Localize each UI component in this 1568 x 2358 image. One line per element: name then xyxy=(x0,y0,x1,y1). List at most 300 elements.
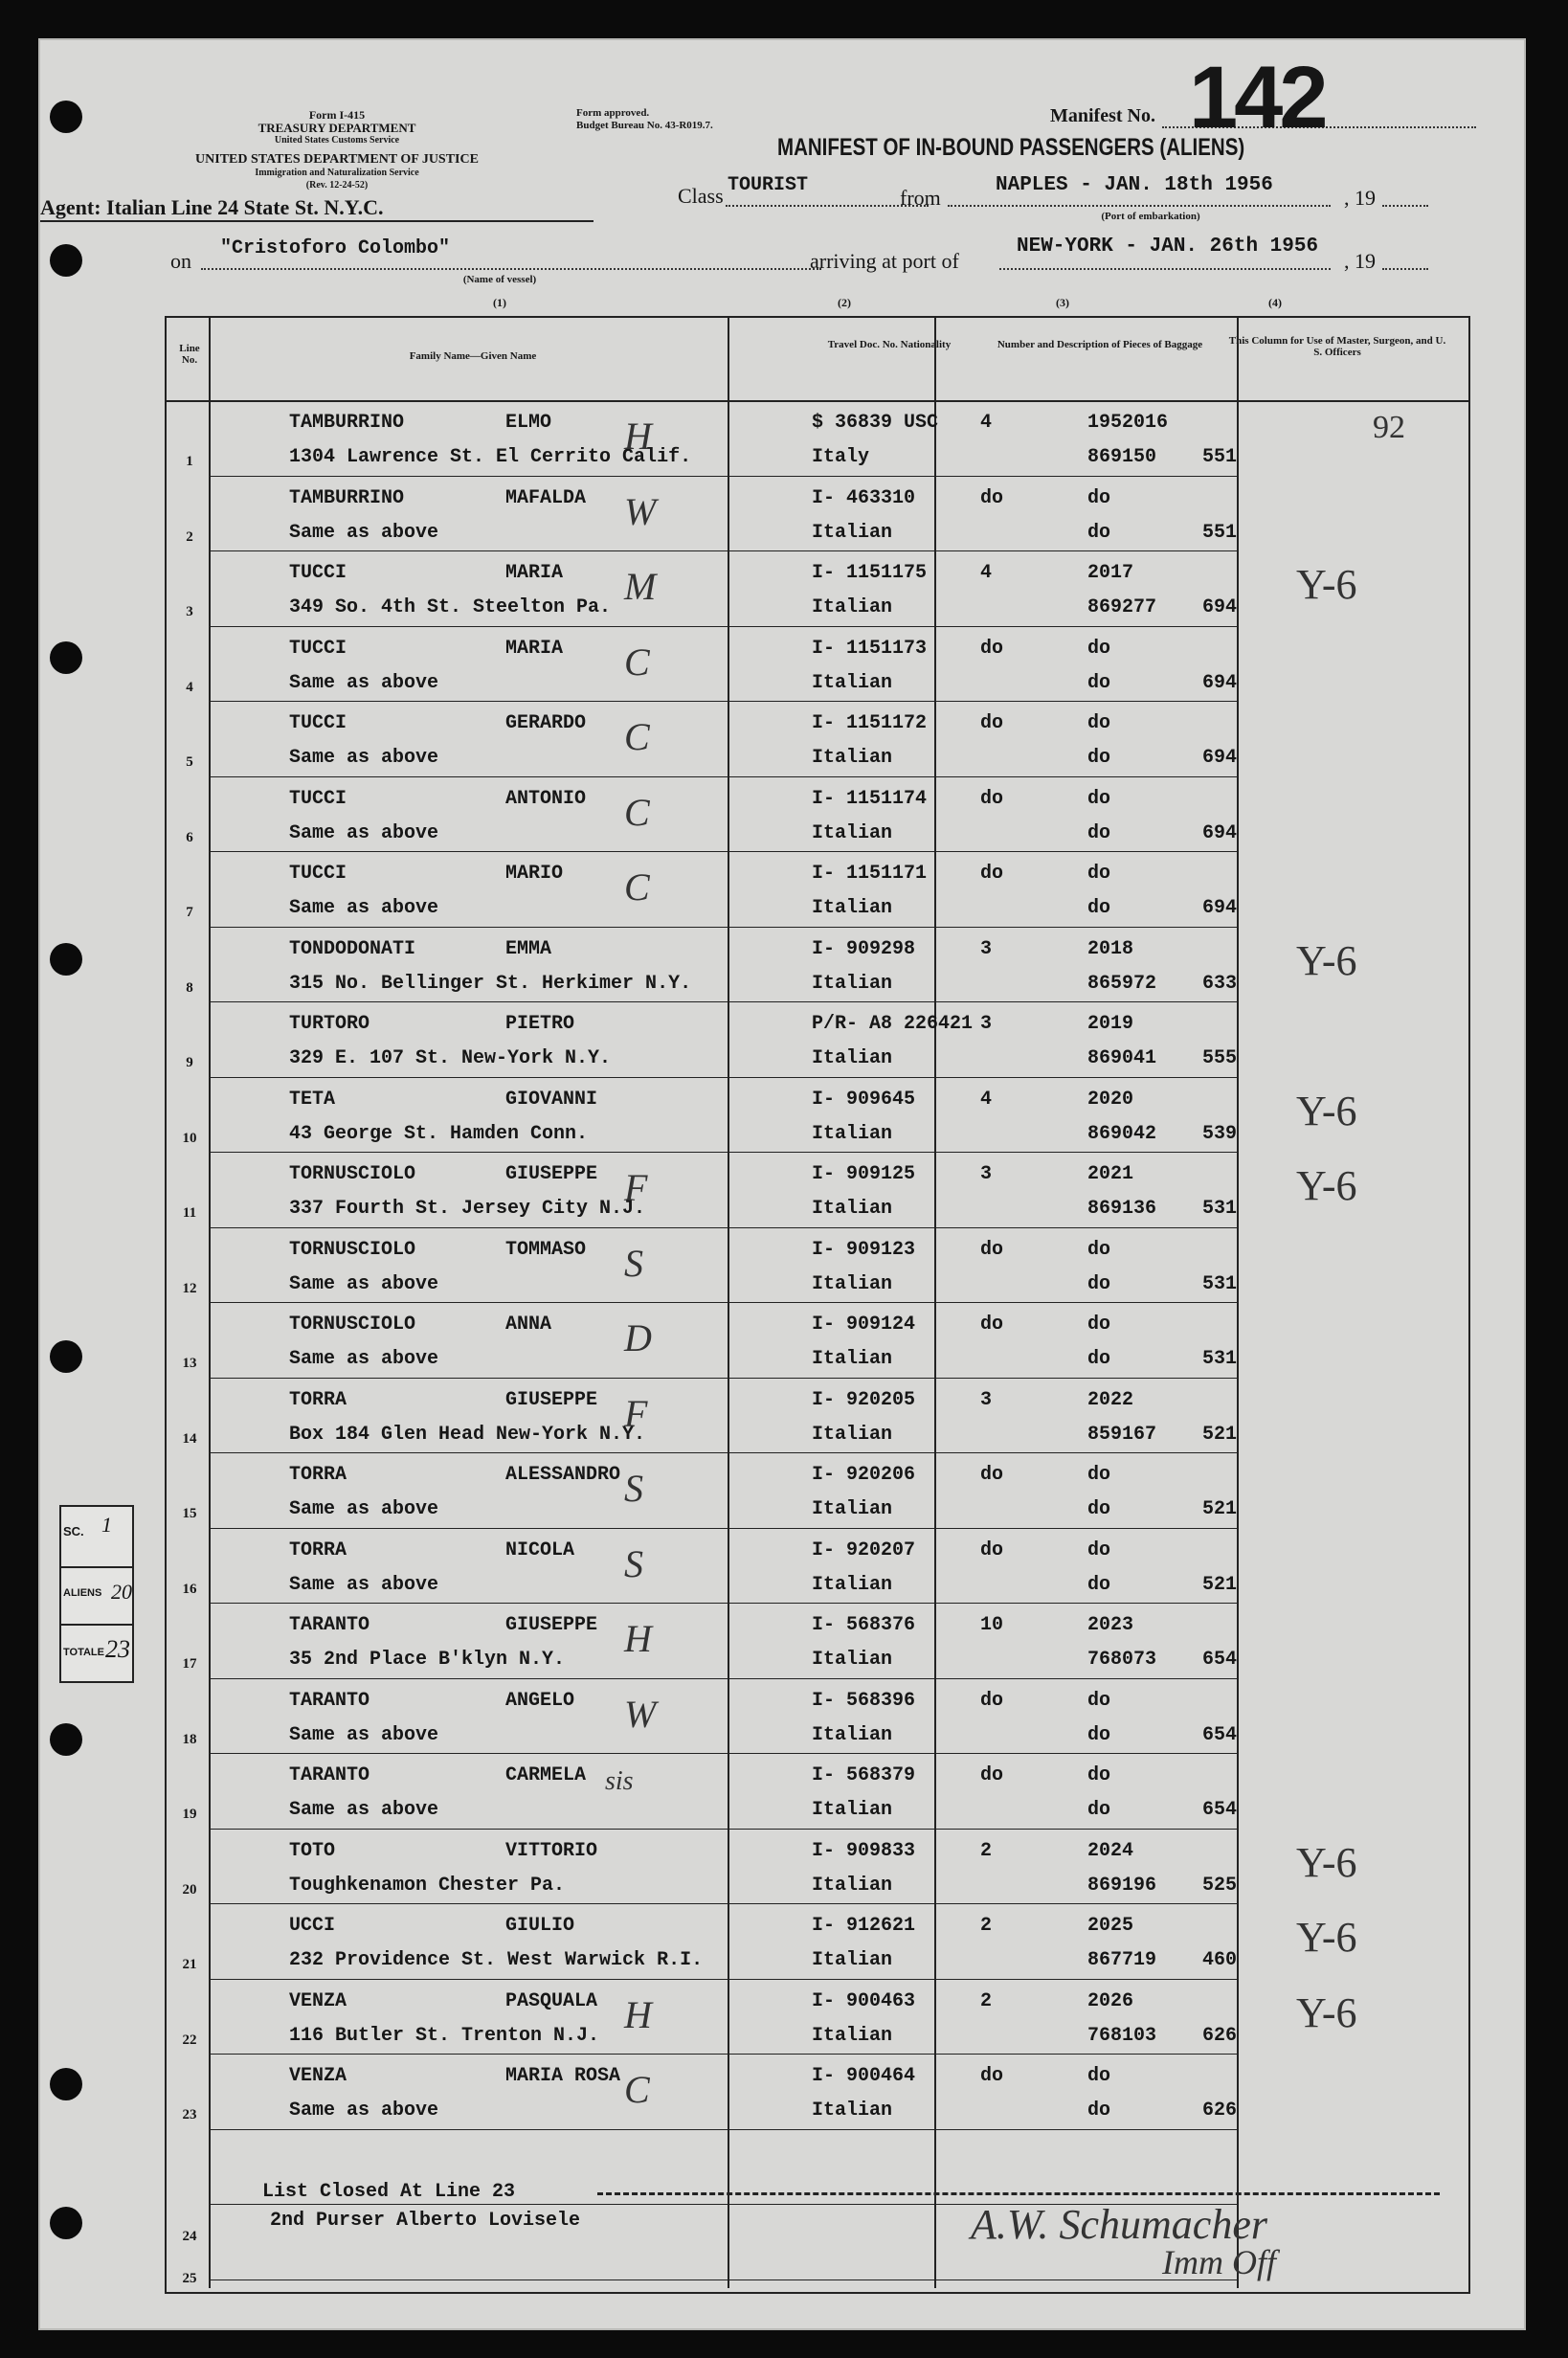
family-name: TONDODONATI xyxy=(289,937,416,960)
given-name: MARIO xyxy=(505,863,564,885)
line-number: 11 xyxy=(182,1205,197,1221)
relationship-mark: F xyxy=(624,1166,648,1209)
table-row xyxy=(167,1227,1468,1303)
given-name: CARMELA xyxy=(505,1764,587,1786)
form-approved: Form approved. xyxy=(576,107,650,119)
treasury-dept: TREASURY DEPARTMENT xyxy=(258,121,416,135)
baggage-tag: 2017 xyxy=(1087,562,1134,584)
baggage-pieces: do xyxy=(980,1464,1004,1486)
travel-doc: I- 920206 xyxy=(812,1464,916,1486)
given-name: MARIA xyxy=(505,637,564,660)
baggage-desc: do xyxy=(1087,1573,1111,1596)
family-name: TUCCI xyxy=(289,562,347,584)
baggage-tag: do xyxy=(1087,787,1111,810)
nationality: Italian xyxy=(812,1949,893,1971)
family-name: TARANTO xyxy=(289,1764,370,1786)
nationality: Italian xyxy=(812,1198,893,1220)
travel-doc: I- 900464 xyxy=(812,2065,916,2087)
baggage-pieces: 2 xyxy=(980,1989,993,2012)
given-name: GIUSEPPE xyxy=(505,1163,598,1185)
nationality: Italian xyxy=(812,1799,893,1821)
baggage-desc: do xyxy=(1087,1498,1111,1520)
from-label: from xyxy=(900,186,941,210)
baggage-tag: do xyxy=(1087,486,1111,509)
line-number: 7 xyxy=(186,905,193,920)
manifest-page xyxy=(38,38,1526,2330)
baggage-code: 694 xyxy=(1202,821,1238,844)
officer-mark: Y-6 xyxy=(1296,561,1357,608)
nationality: Italian xyxy=(812,1874,893,1897)
relationship-mark: C xyxy=(624,2068,650,2111)
baggage-code: 654 xyxy=(1202,1723,1238,1746)
nationality: Italian xyxy=(812,596,893,618)
col-line-header: Line No. xyxy=(179,343,200,366)
baggage-tag: 2023 xyxy=(1087,1614,1134,1636)
table-row xyxy=(167,1077,1468,1153)
family-name: TUCCI xyxy=(289,637,347,660)
table-row xyxy=(167,626,1468,702)
family-name: TORRA xyxy=(289,1538,347,1561)
stamp-aliens: ALIENS 20 xyxy=(59,1566,134,1626)
baggage-desc: do xyxy=(1087,747,1111,769)
given-name: GIUSEPPE xyxy=(505,1614,598,1636)
baggage-code: 694 xyxy=(1202,671,1238,694)
baggage-tag: do xyxy=(1087,863,1111,885)
baggage-pieces: do xyxy=(980,1689,1004,1712)
baggage-pieces: do xyxy=(980,1538,1004,1561)
baggage-code: 626 xyxy=(1202,2024,1238,2047)
col4-number: (4) xyxy=(1268,296,1282,309)
baggage-code: 633 xyxy=(1202,972,1238,995)
address: 43 George St. Hamden Conn. xyxy=(289,1122,589,1145)
travel-doc: I- 1151171 xyxy=(812,863,928,885)
baggage-pieces: do xyxy=(980,863,1004,885)
row-rule xyxy=(209,2129,1237,2130)
address: Same as above xyxy=(289,671,439,694)
line-number-24: 24 xyxy=(182,2229,197,2244)
officer-mark: Y-6 xyxy=(1296,1988,1357,2036)
table-row xyxy=(167,1152,1468,1227)
relationship-mark: W xyxy=(624,1692,657,1736)
baggage-tag: do xyxy=(1087,1764,1111,1786)
given-name: PASQUALA xyxy=(505,1989,598,2012)
baggage-tag: do xyxy=(1087,1538,1111,1561)
baggage-pieces: 3 xyxy=(980,937,993,960)
customs-service: United States Customs Service xyxy=(274,135,400,146)
baggage-pieces: 3 xyxy=(980,1388,993,1411)
officer-mark: Y-6 xyxy=(1296,936,1357,984)
class-label: Class xyxy=(678,184,724,208)
col3-number: (3) xyxy=(1056,296,1069,309)
given-name: EMMA xyxy=(505,937,552,960)
given-name: GERARDO xyxy=(505,712,587,734)
address: 329 E. 107 St. New-York N.Y. xyxy=(289,1047,612,1069)
relationship-mark: M xyxy=(624,565,657,608)
family-name: VENZA xyxy=(289,1989,347,2012)
given-name: ANNA xyxy=(505,1314,552,1336)
line-number: 12 xyxy=(182,1280,197,1296)
travel-doc: I- 912621 xyxy=(812,1915,916,1937)
travel-doc: I- 900463 xyxy=(812,1989,916,2012)
family-name: TORRA xyxy=(289,1464,347,1486)
baggage-code: 531 xyxy=(1202,1198,1238,1220)
form-number: Form I-415 xyxy=(308,108,366,122)
address: 349 So. 4th St. Steelton Pa. xyxy=(289,596,612,618)
nationality: Italian xyxy=(812,2024,893,2047)
travel-doc: I- 909645 xyxy=(812,1088,916,1111)
nationality: Italian xyxy=(812,671,893,694)
table-row xyxy=(167,851,1468,927)
line-number: 6 xyxy=(186,829,193,845)
family-name: UCCI xyxy=(289,1915,336,1937)
manifest-label: Manifest No. xyxy=(1050,105,1155,126)
address: Same as above xyxy=(289,747,439,769)
row-rule xyxy=(209,2279,1237,2280)
baggage-desc: 869277 xyxy=(1087,596,1157,618)
baggage-code: 551 xyxy=(1202,521,1238,544)
family-name: TORNUSCIOLO xyxy=(289,1314,416,1336)
baggage-desc: do xyxy=(1087,1272,1111,1295)
nationality: Italian xyxy=(812,821,893,844)
punch-hole xyxy=(50,2068,82,2100)
baggage-pieces: 2 xyxy=(980,1839,993,1862)
given-name: ALESSANDRO xyxy=(505,1464,621,1486)
address: Same as above xyxy=(289,897,439,919)
nationality: Italian xyxy=(812,2100,893,2122)
nationality: Italian xyxy=(812,747,893,769)
relationship-mark: H xyxy=(624,1992,652,2036)
family-name: VENZA xyxy=(289,2065,347,2087)
baggage-code: 521 xyxy=(1202,1423,1238,1446)
travel-doc: I- 1151172 xyxy=(812,712,928,734)
baggage-tag: do xyxy=(1087,712,1111,734)
family-name: TUCCI xyxy=(289,712,347,734)
list-closed: List Closed At Line 23 xyxy=(262,2181,516,2203)
officer-mark: Y-6 xyxy=(1296,1087,1357,1134)
address: 35 2nd Place B'klyn N.Y. xyxy=(289,1649,566,1671)
family-name: TARANTO xyxy=(289,1689,370,1712)
baggage-desc: 869042 xyxy=(1087,1122,1157,1145)
baggage-pieces: do xyxy=(980,1314,1004,1336)
travel-doc: I- 909123 xyxy=(812,1238,916,1261)
family-name: TAMBURRINO xyxy=(289,486,405,509)
relationship-mark: W xyxy=(624,489,657,533)
nationality: Italian xyxy=(812,897,893,919)
baggage-code: 551 xyxy=(1202,446,1238,468)
baggage-pieces: 4 xyxy=(980,412,993,434)
relationship-mark: C xyxy=(624,790,650,834)
given-name: MAFALDA xyxy=(505,486,587,509)
address: Same as above xyxy=(289,1573,439,1596)
family-name: TORRA xyxy=(289,1388,347,1411)
on-label: on xyxy=(170,249,191,273)
address: Same as above xyxy=(289,521,439,544)
travel-doc: I- 1151175 xyxy=(812,562,928,584)
col-baggage-header: Number and Description of Pieces of Baggage xyxy=(997,339,1203,350)
baggage-code: 525 xyxy=(1202,1874,1238,1897)
vessel-name: "Cristoforo Colombo" xyxy=(220,237,451,259)
table-row xyxy=(167,1302,1468,1378)
nationality: Italian xyxy=(812,972,893,995)
baggage-tag: 2025 xyxy=(1087,1915,1134,1937)
travel-doc: I- 920205 xyxy=(812,1388,916,1411)
table-row xyxy=(167,400,1468,476)
baggage-desc: 859167 xyxy=(1087,1423,1157,1446)
given-name: MARIA xyxy=(505,562,564,584)
baggage-desc: do xyxy=(1087,671,1111,694)
baggage-code: 539 xyxy=(1202,1122,1238,1145)
punch-hole xyxy=(50,2207,82,2239)
table-row xyxy=(167,1753,1468,1829)
baggage-code: 654 xyxy=(1202,1799,1238,1821)
travel-doc: I- 568396 xyxy=(812,1689,916,1712)
address: Same as above xyxy=(289,1799,439,1821)
relationship-mark: S xyxy=(624,1467,643,1510)
nationality: Italian xyxy=(812,1348,893,1370)
family-name: TORNUSCIOLO xyxy=(289,1163,416,1185)
line-number: 2 xyxy=(186,528,193,545)
baggage-tag: do xyxy=(1087,1314,1111,1336)
col2-number: (2) xyxy=(838,296,851,309)
baggage-desc: 869150 xyxy=(1087,446,1157,468)
line-number: 17 xyxy=(182,1656,197,1672)
baggage-tag: do xyxy=(1087,637,1111,660)
baggage-tag: do xyxy=(1087,1689,1111,1712)
baggage-desc: 865972 xyxy=(1087,972,1157,995)
baggage-code: 531 xyxy=(1202,1348,1238,1370)
baggage-tag: 2019 xyxy=(1087,1013,1134,1035)
table-row xyxy=(167,476,1468,551)
travel-doc: I- 1151174 xyxy=(812,787,928,810)
punch-hole xyxy=(50,101,82,133)
baggage-code: 654 xyxy=(1202,1649,1238,1671)
address: 232 Providence St. West Warwick R.I. xyxy=(289,1949,704,1971)
given-name: NICOLA xyxy=(505,1538,575,1561)
baggage-code: 694 xyxy=(1202,897,1238,919)
travel-doc: I- 909124 xyxy=(812,1314,916,1336)
baggage-tag: do xyxy=(1087,2065,1111,2087)
table-row xyxy=(167,1979,1468,2055)
relationship-mark: C xyxy=(624,715,650,758)
line-number: 20 xyxy=(182,1881,197,1898)
baggage-code: 521 xyxy=(1202,1573,1238,1596)
col-travel-header: Travel Doc. No. Nationality xyxy=(827,339,952,350)
nationality: Italian xyxy=(812,1272,893,1295)
relationship-mark: C xyxy=(624,865,650,909)
travel-doc: $ 36839 USC xyxy=(812,412,939,434)
nationality: Italy xyxy=(812,446,870,468)
baggage-code: 531 xyxy=(1202,1272,1238,1295)
table-row xyxy=(167,776,1468,852)
travel-doc: I- 568376 xyxy=(812,1614,916,1636)
from-value: NAPLES - JAN. 18th 1956 xyxy=(996,174,1273,196)
travel-doc: I- 920207 xyxy=(812,1538,916,1561)
agent-line: Agent: Italian Line 24 State St. N.Y.C. xyxy=(40,195,384,219)
family-name: TURTORO xyxy=(289,1013,370,1035)
line-number: 4 xyxy=(186,679,193,695)
table-row xyxy=(167,1378,1468,1453)
class-value: TOURIST xyxy=(728,174,809,196)
nationality: Italian xyxy=(812,1047,893,1069)
baggage-pieces: do xyxy=(980,486,1004,509)
nationality: Italian xyxy=(812,1649,893,1671)
port-embark-caption: (Port of embarkation) xyxy=(1101,211,1200,222)
punch-hole xyxy=(50,641,82,674)
baggage-tag: 2018 xyxy=(1087,937,1134,960)
baggage-pieces: do xyxy=(980,712,1004,734)
family-name: TUCCI xyxy=(289,787,347,810)
relationship-mark: S xyxy=(624,1541,643,1585)
justice-dept: UNITED STATES DEPARTMENT OF JUSTICE xyxy=(195,152,479,167)
travel-doc: I- 909298 xyxy=(812,937,916,960)
relationship-mark: F xyxy=(624,1391,648,1435)
baggage-desc: do xyxy=(1087,1348,1111,1370)
baggage-tag: 2022 xyxy=(1087,1388,1134,1411)
punch-hole xyxy=(50,1723,82,1756)
baggage-desc: 869041 xyxy=(1087,1047,1157,1069)
given-name: GIUSEPPE xyxy=(505,1388,598,1411)
col1-number: (1) xyxy=(493,296,506,309)
given-name: VITTORIO xyxy=(505,1839,598,1862)
baggage-tag: do xyxy=(1087,1464,1111,1486)
year-suffix-1: , 19 xyxy=(1344,186,1376,210)
year-suffix-2: , 19 xyxy=(1344,249,1376,273)
travel-doc: I- 568379 xyxy=(812,1764,916,1786)
table-row xyxy=(167,550,1468,626)
family-name: TAMBURRINO xyxy=(289,412,405,434)
line-number: 21 xyxy=(182,1957,197,1972)
baggage-tag: 2020 xyxy=(1087,1088,1134,1111)
baggage-pieces: 2 xyxy=(980,1915,993,1937)
baggage-pieces: 4 xyxy=(980,1088,993,1111)
baggage-tag: 2024 xyxy=(1087,1839,1134,1862)
baggage-code: 626 xyxy=(1202,2100,1238,2122)
baggage-pieces: 3 xyxy=(980,1013,993,1035)
budget-bureau: Budget Bureau No. 43-R019.7. xyxy=(576,120,713,131)
travel-doc: I- 909833 xyxy=(812,1839,916,1862)
address: Same as above xyxy=(289,1272,439,1295)
line-number: 23 xyxy=(182,2107,197,2122)
baggage-desc: 768073 xyxy=(1087,1649,1157,1671)
officer-mark: Y-6 xyxy=(1296,1162,1357,1209)
punch-hole xyxy=(50,943,82,976)
address: Box 184 Glen Head New-York N.Y. xyxy=(289,1423,646,1446)
baggage-tag: 2026 xyxy=(1087,1989,1134,2012)
nationality: Italian xyxy=(812,1423,893,1446)
travel-doc: I- 1151173 xyxy=(812,637,928,660)
punch-hole xyxy=(50,244,82,277)
family-name: TUCCI xyxy=(289,863,347,885)
baggage-code: 694 xyxy=(1202,596,1238,618)
line-number: 16 xyxy=(182,1581,197,1597)
given-name: GIULIO xyxy=(505,1915,575,1937)
address: Same as above xyxy=(289,1348,439,1370)
baggage-desc: do xyxy=(1087,897,1111,919)
baggage-pieces: 4 xyxy=(980,562,993,584)
family-name: TETA xyxy=(289,1088,336,1111)
manifest-title: MANIFEST OF IN-BOUND PASSENGERS (ALIENS) xyxy=(777,134,1245,161)
address: 116 Butler St. Trenton N.J. xyxy=(289,2024,600,2047)
baggage-code: 694 xyxy=(1202,747,1238,769)
line-number: 18 xyxy=(182,1731,197,1747)
baggage-tag: 2021 xyxy=(1087,1163,1134,1185)
baggage-code: 460 xyxy=(1202,1949,1238,1971)
baggage-pieces: do xyxy=(980,637,1004,660)
table-row xyxy=(167,2054,1468,2129)
nationality: Italian xyxy=(812,1498,893,1520)
line-number: 1 xyxy=(186,454,193,469)
travel-doc: I- 909125 xyxy=(812,1163,916,1185)
line-number-25: 25 xyxy=(182,2271,197,2286)
arriving-value: NEW-YORK - JAN. 26th 1956 xyxy=(1017,236,1319,258)
table-row xyxy=(167,1678,1468,1754)
arriving-label: arriving at port of xyxy=(810,249,959,273)
baggage-desc: do xyxy=(1087,1799,1111,1821)
relationship-mark: C xyxy=(624,640,650,684)
given-name: TOMMASO xyxy=(505,1238,587,1261)
line-number: 9 xyxy=(186,1055,193,1070)
officer-signature-title: Imm Off xyxy=(1162,2243,1276,2281)
line-number: 3 xyxy=(186,604,193,619)
address: Same as above xyxy=(289,1498,439,1520)
stamp-totale: TOTALE 23 xyxy=(59,1624,134,1683)
given-name: PIETRO xyxy=(505,1013,575,1035)
table-row xyxy=(167,1452,1468,1528)
baggage-tag: 1952016 xyxy=(1087,412,1169,434)
baggage-desc: do xyxy=(1087,821,1111,844)
baggage-desc: do xyxy=(1087,1723,1111,1746)
line-number: 13 xyxy=(182,1356,197,1371)
line-number: 8 xyxy=(186,979,193,996)
revision: (Rev. 12-24-52) xyxy=(305,180,369,191)
officer-mark: Y-6 xyxy=(1296,1914,1357,1961)
line-number: 19 xyxy=(182,1807,197,1822)
given-name: ANTONIO xyxy=(505,787,587,810)
nationality: Italian xyxy=(812,521,893,544)
family-name: TOTO xyxy=(289,1839,336,1862)
table-row xyxy=(167,1528,1468,1604)
baggage-desc: 869196 xyxy=(1087,1874,1157,1897)
relationship-mark: H xyxy=(624,1617,652,1660)
table-row xyxy=(167,1829,1468,1904)
travel-doc: P/R- A8 226421 xyxy=(812,1013,974,1035)
relationship-mark: H xyxy=(624,415,652,458)
line-number: 15 xyxy=(182,1506,197,1521)
baggage-desc: 768103 xyxy=(1087,2024,1157,2047)
address: Same as above xyxy=(289,1723,439,1746)
baggage-tag: do xyxy=(1087,1238,1111,1261)
line-number: 22 xyxy=(182,2032,197,2048)
baggage-desc: 869136 xyxy=(1087,1198,1157,1220)
line-number: 10 xyxy=(182,1130,197,1146)
baggage-pieces: do xyxy=(980,1238,1004,1261)
table-row xyxy=(167,1001,1468,1077)
table-row xyxy=(167,927,1468,1002)
baggage-pieces: do xyxy=(980,2065,1004,2087)
stamp-sc: SC. 1 xyxy=(59,1505,134,1568)
baggage-pieces: do xyxy=(980,1764,1004,1786)
punch-hole xyxy=(50,1340,82,1373)
table-row xyxy=(167,1903,1468,1979)
address: Same as above xyxy=(289,821,439,844)
given-name: GIOVANNI xyxy=(505,1088,598,1111)
baggage-pieces: do xyxy=(980,787,1004,810)
given-name: MARIA ROSA xyxy=(505,2065,621,2087)
officer-signature: A.W. Schumacher xyxy=(971,2201,1267,2248)
line-number: 5 xyxy=(186,754,193,770)
table-row xyxy=(167,701,1468,776)
col-officers-header: This Column for Use of Master, Surgeon, and U. S. Officers xyxy=(1228,335,1446,358)
